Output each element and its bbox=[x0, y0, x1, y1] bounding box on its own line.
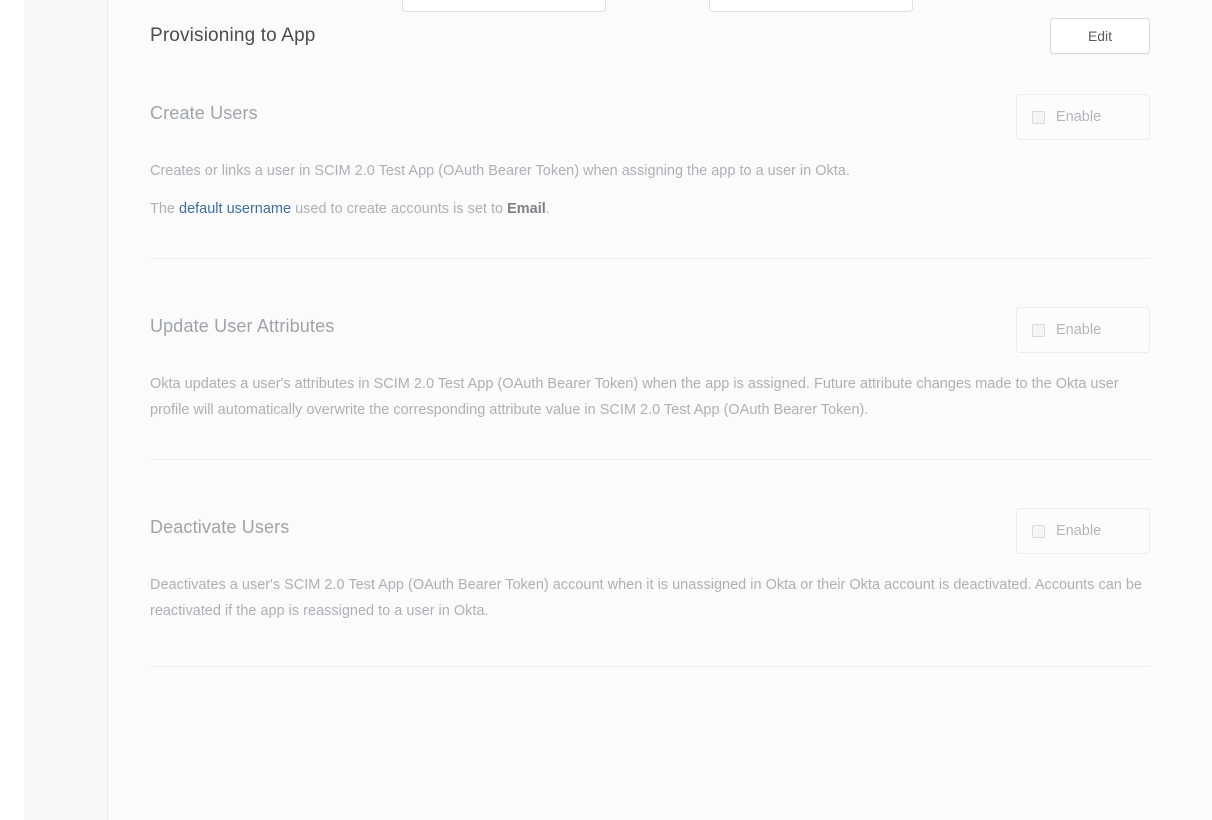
desc-text-pre: The bbox=[150, 201, 180, 217]
update-user-attributes-description: Okta updates a user's attributes in SCIM 2.0 Test App (OAuth Bearer Token) when the app is assigned. Future attribute changes made to the Okta user profile will automatically overwrite the corresponding attribute value in SCIM 2.0 Test App (OAuth Bearer Token). bbox=[150, 376, 1119, 418]
create-users-enable-toggle[interactable] bbox=[1016, 94, 1150, 140]
update-user-attributes-enable-toggle[interactable] bbox=[1016, 307, 1150, 353]
block-create-users bbox=[150, 72, 1150, 259]
create-users-enable-label: Enable bbox=[1056, 109, 1102, 125]
block-deactivate-users-title: Deactivate Users bbox=[150, 517, 290, 537]
deactivate-users-enable-label: Enable bbox=[1056, 523, 1102, 539]
block-create-users-title: Create Users bbox=[150, 103, 258, 123]
desc-text-strong: Email bbox=[507, 201, 546, 217]
page-title: Provisioning to App bbox=[150, 25, 316, 46]
desc-text-mid: used to create accounts is set to bbox=[291, 201, 508, 217]
divider-3 bbox=[150, 666, 1150, 667]
page-outer-gutter bbox=[0, 0, 24, 820]
checkbox-icon[interactable] bbox=[1032, 111, 1045, 124]
default-username-link[interactable]: default username bbox=[179, 201, 292, 217]
edit-button[interactable]: Edit bbox=[1050, 18, 1150, 54]
deactivate-users-description: Deactivates a user's SCIM 2.0 Test App (OAuth Bearer Token) account when it is unassigned in Okta or their Okta account is deactivated. Accounts can be reactivated if the app is reassigned to a user in Okta. bbox=[150, 577, 1142, 619]
checkbox-icon[interactable] bbox=[1032, 525, 1045, 538]
block-update-user-attributes-header bbox=[150, 307, 1150, 353]
block-update-user-attributes-title: Update User Attributes bbox=[150, 316, 335, 336]
settings-content-panel bbox=[108, 0, 1212, 820]
create-users-description-1: Creates or links a user in SCIM 2.0 Test App (OAuth Bearer Token) when assigning the app to a user in Okta. bbox=[150, 163, 850, 179]
desc-text-post: . bbox=[545, 201, 550, 217]
block-create-users-header bbox=[150, 94, 1150, 140]
block-update-user-attributes bbox=[150, 259, 1150, 460]
create-users-description-2 bbox=[150, 196, 1150, 222]
checkbox-icon[interactable] bbox=[1032, 324, 1045, 337]
left-navigation-rail bbox=[24, 0, 108, 820]
provisioning-settings bbox=[108, 0, 1212, 667]
block-deactivate-users-header bbox=[150, 508, 1150, 554]
update-user-attributes-enable-label: Enable bbox=[1056, 322, 1102, 338]
block-deactivate-users bbox=[150, 460, 1150, 667]
deactivate-users-enable-toggle[interactable] bbox=[1016, 508, 1150, 554]
provisioning-section-header bbox=[150, 0, 1150, 72]
